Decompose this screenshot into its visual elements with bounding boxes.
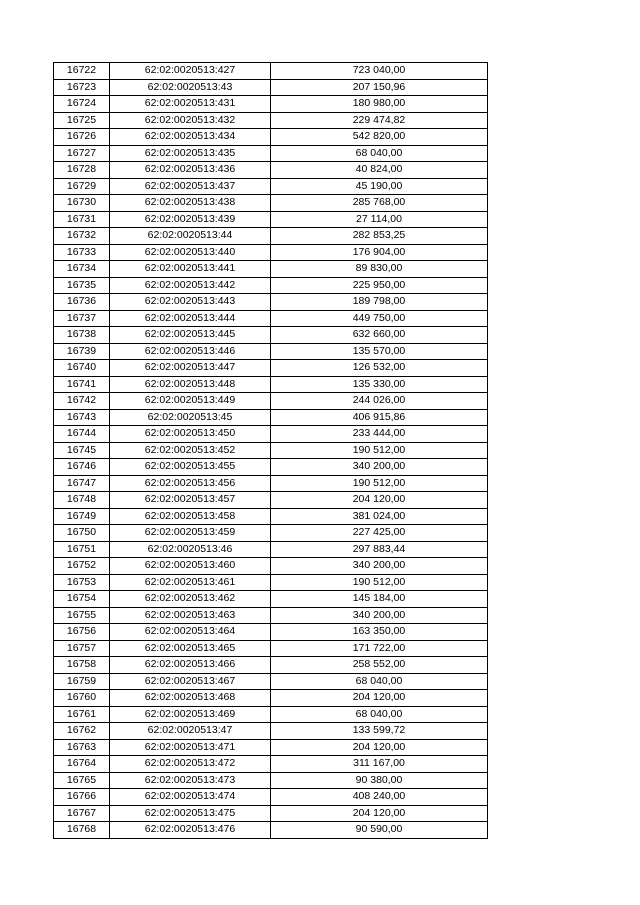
cadastral-number-cell: 62:02:0020513:441: [110, 261, 271, 278]
cadastral-value-cell: 297 883,44: [271, 541, 488, 558]
table-row: [54, 79, 488, 96]
table-row: [54, 739, 488, 756]
cadastral-value-cell: 449 750,00: [271, 310, 488, 327]
cadastral-number-cell: 62:02:0020513:427: [110, 63, 271, 80]
row-number-cell: 16748: [54, 492, 110, 509]
table-row: [54, 541, 488, 558]
cadastral-value-cell: 126 532,00: [271, 360, 488, 377]
row-number-cell: 16762: [54, 723, 110, 740]
row-number-cell: 16739: [54, 343, 110, 360]
row-number-cell: 16735: [54, 277, 110, 294]
cadastral-value-cell: 204 120,00: [271, 492, 488, 509]
cadastral-number-cell: 62:02:0020513:459: [110, 525, 271, 542]
cadastral-number-cell: 62:02:0020513:471: [110, 739, 271, 756]
table-row: [54, 426, 488, 443]
cadastral-value-cell: 135 330,00: [271, 376, 488, 393]
row-number-cell: 16758: [54, 657, 110, 674]
table-row: [54, 63, 488, 80]
cadastral-number-cell: 62:02:0020513:434: [110, 129, 271, 146]
cadastral-number-cell: 62:02:0020513:444: [110, 310, 271, 327]
table-body: [54, 63, 488, 839]
cadastral-value-cell: 408 240,00: [271, 789, 488, 806]
cadastral-value-table: [53, 62, 488, 839]
row-number-cell: 16738: [54, 327, 110, 344]
row-number-cell: 16741: [54, 376, 110, 393]
cadastral-number-cell: 62:02:0020513:472: [110, 756, 271, 773]
cadastral-value-cell: 68 040,00: [271, 145, 488, 162]
cadastral-value-cell: 723 040,00: [271, 63, 488, 80]
cadastral-number-cell: 62:02:0020513:443: [110, 294, 271, 311]
cadastral-value-cell: 180 980,00: [271, 96, 488, 113]
cadastral-number-cell: 62:02:0020513:439: [110, 211, 271, 228]
row-number-cell: 16737: [54, 310, 110, 327]
cadastral-number-cell: 62:02:0020513:437: [110, 178, 271, 195]
row-number-cell: 16723: [54, 79, 110, 96]
table-row: [54, 145, 488, 162]
row-number-cell: 16759: [54, 673, 110, 690]
cadastral-number-cell: 62:02:0020513:432: [110, 112, 271, 129]
cadastral-number-cell: 62:02:0020513:474: [110, 789, 271, 806]
cadastral-value-cell: 225 950,00: [271, 277, 488, 294]
table-row: [54, 673, 488, 690]
table-row: [54, 772, 488, 789]
row-number-cell: 16764: [54, 756, 110, 773]
row-number-cell: 16729: [54, 178, 110, 195]
table-row: [54, 706, 488, 723]
row-number-cell: 16731: [54, 211, 110, 228]
cadastral-number-cell: 62:02:0020513:456: [110, 475, 271, 492]
cadastral-number-cell: 62:02:0020513:463: [110, 607, 271, 624]
row-number-cell: 16761: [54, 706, 110, 723]
row-number-cell: 16733: [54, 244, 110, 261]
cadastral-number-cell: 62:02:0020513:457: [110, 492, 271, 509]
cadastral-value-cell: 40 824,00: [271, 162, 488, 179]
cadastral-number-cell: 62:02:0020513:446: [110, 343, 271, 360]
row-number-cell: 16740: [54, 360, 110, 377]
cadastral-value-cell: 68 040,00: [271, 673, 488, 690]
row-number-cell: 16730: [54, 195, 110, 212]
cadastral-value-cell: 406 915,86: [271, 409, 488, 426]
row-number-cell: 16747: [54, 475, 110, 492]
table-row: [54, 294, 488, 311]
cadastral-value-cell: 133 599,72: [271, 723, 488, 740]
cadastral-value-cell: 258 552,00: [271, 657, 488, 674]
table-row: [54, 475, 488, 492]
row-number-cell: 16766: [54, 789, 110, 806]
cadastral-number-cell: 62:02:0020513:469: [110, 706, 271, 723]
table-row: [54, 805, 488, 822]
cadastral-number-cell: 62:02:0020513:44: [110, 228, 271, 245]
cadastral-number-cell: 62:02:0020513:468: [110, 690, 271, 707]
table-row: [54, 162, 488, 179]
table-row: [54, 376, 488, 393]
cadastral-value-cell: 542 820,00: [271, 129, 488, 146]
table-row: [54, 822, 488, 839]
row-number-cell: 16760: [54, 690, 110, 707]
table-row: [54, 690, 488, 707]
cadastral-number-cell: 62:02:0020513:458: [110, 508, 271, 525]
row-number-cell: 16756: [54, 624, 110, 641]
cadastral-number-cell: 62:02:0020513:464: [110, 624, 271, 641]
table-row: [54, 607, 488, 624]
row-number-cell: 16724: [54, 96, 110, 113]
row-number-cell: 16746: [54, 459, 110, 476]
table-row: [54, 327, 488, 344]
table-row: [54, 360, 488, 377]
cadastral-value-cell: 229 474,82: [271, 112, 488, 129]
cadastral-value-cell: 45 190,00: [271, 178, 488, 195]
cadastral-number-cell: 62:02:0020513:436: [110, 162, 271, 179]
cadastral-value-cell: 282 853,25: [271, 228, 488, 245]
table-row: [54, 244, 488, 261]
row-number-cell: 16753: [54, 574, 110, 591]
row-number-cell: 16725: [54, 112, 110, 129]
cadastral-number-cell: 62:02:0020513:45: [110, 409, 271, 426]
cadastral-number-cell: 62:02:0020513:450: [110, 426, 271, 443]
cadastral-number-cell: 62:02:0020513:460: [110, 558, 271, 575]
row-number-cell: 16765: [54, 772, 110, 789]
cadastral-value-cell: 171 722,00: [271, 640, 488, 657]
row-number-cell: 16742: [54, 393, 110, 410]
cadastral-number-cell: 62:02:0020513:46: [110, 541, 271, 558]
cadastral-number-cell: 62:02:0020513:465: [110, 640, 271, 657]
cadastral-value-cell: 89 830,00: [271, 261, 488, 278]
cadastral-number-cell: 62:02:0020513:462: [110, 591, 271, 608]
row-number-cell: 16768: [54, 822, 110, 839]
table-row: [54, 657, 488, 674]
cadastral-value-cell: 27 114,00: [271, 211, 488, 228]
row-number-cell: 16734: [54, 261, 110, 278]
cadastral-value-cell: 163 350,00: [271, 624, 488, 641]
cadastral-value-cell: 381 024,00: [271, 508, 488, 525]
cadastral-value-cell: 204 120,00: [271, 739, 488, 756]
row-number-cell: 16752: [54, 558, 110, 575]
cadastral-number-cell: 62:02:0020513:475: [110, 805, 271, 822]
row-number-cell: 16736: [54, 294, 110, 311]
cadastral-value-cell: 285 768,00: [271, 195, 488, 212]
table-row: [54, 277, 488, 294]
row-number-cell: 16750: [54, 525, 110, 542]
table-row: [54, 96, 488, 113]
table-row: [54, 492, 488, 509]
cadastral-value-cell: 207 150,96: [271, 79, 488, 96]
row-number-cell: 16763: [54, 739, 110, 756]
table-row: [54, 261, 488, 278]
table-row: [54, 178, 488, 195]
row-number-cell: 16732: [54, 228, 110, 245]
cadastral-number-cell: 62:02:0020513:43: [110, 79, 271, 96]
table-row: [54, 723, 488, 740]
cadastral-value-cell: 632 660,00: [271, 327, 488, 344]
row-number-cell: 16751: [54, 541, 110, 558]
table-row: [54, 310, 488, 327]
cadastral-value-cell: 204 120,00: [271, 690, 488, 707]
cadastral-number-cell: 62:02:0020513:431: [110, 96, 271, 113]
cadastral-value-cell: 227 425,00: [271, 525, 488, 542]
table-row: [54, 756, 488, 773]
table-row: [54, 558, 488, 575]
cadastral-number-cell: 62:02:0020513:466: [110, 657, 271, 674]
table-row: [54, 525, 488, 542]
cadastral-number-cell: 62:02:0020513:473: [110, 772, 271, 789]
table-row: [54, 195, 488, 212]
cadastral-number-cell: 62:02:0020513:449: [110, 393, 271, 410]
table-row: [54, 409, 488, 426]
cadastral-number-cell: 62:02:0020513:47: [110, 723, 271, 740]
cadastral-value-cell: 145 184,00: [271, 591, 488, 608]
table-row: [54, 343, 488, 360]
table-row: [54, 112, 488, 129]
cadastral-number-cell: 62:02:0020513:452: [110, 442, 271, 459]
cadastral-number-cell: 62:02:0020513:442: [110, 277, 271, 294]
cadastral-value-cell: 244 026,00: [271, 393, 488, 410]
row-number-cell: 16755: [54, 607, 110, 624]
row-number-cell: 16728: [54, 162, 110, 179]
cadastral-number-cell: 62:02:0020513:476: [110, 822, 271, 839]
table-row: [54, 624, 488, 641]
cadastral-value-cell: 90 590,00: [271, 822, 488, 839]
cadastral-value-cell: 135 570,00: [271, 343, 488, 360]
cadastral-number-cell: 62:02:0020513:435: [110, 145, 271, 162]
row-number-cell: 16754: [54, 591, 110, 608]
cadastral-value-cell: 190 512,00: [271, 442, 488, 459]
cadastral-value-cell: 311 167,00: [271, 756, 488, 773]
table-row: [54, 228, 488, 245]
row-number-cell: 16757: [54, 640, 110, 657]
cadastral-number-cell: 62:02:0020513:440: [110, 244, 271, 261]
table-row: [54, 508, 488, 525]
row-number-cell: 16749: [54, 508, 110, 525]
table-row: [54, 393, 488, 410]
row-number-cell: 16767: [54, 805, 110, 822]
row-number-cell: 16745: [54, 442, 110, 459]
document-page: [53, 62, 488, 839]
cadastral-number-cell: 62:02:0020513:438: [110, 195, 271, 212]
table-row: [54, 442, 488, 459]
cadastral-value-cell: 190 512,00: [271, 574, 488, 591]
cadastral-value-cell: 190 512,00: [271, 475, 488, 492]
table-row: [54, 574, 488, 591]
cadastral-number-cell: 62:02:0020513:461: [110, 574, 271, 591]
cadastral-value-cell: 233 444,00: [271, 426, 488, 443]
row-number-cell: 16722: [54, 63, 110, 80]
cadastral-value-cell: 68 040,00: [271, 706, 488, 723]
table-row: [54, 789, 488, 806]
cadastral-number-cell: 62:02:0020513:455: [110, 459, 271, 476]
cadastral-value-cell: 340 200,00: [271, 607, 488, 624]
cadastral-value-cell: 204 120,00: [271, 805, 488, 822]
cadastral-number-cell: 62:02:0020513:467: [110, 673, 271, 690]
cadastral-value-cell: 340 200,00: [271, 558, 488, 575]
row-number-cell: 16727: [54, 145, 110, 162]
table-row: [54, 591, 488, 608]
table-row: [54, 129, 488, 146]
cadastral-value-cell: 176 904,00: [271, 244, 488, 261]
row-number-cell: 16743: [54, 409, 110, 426]
table-row: [54, 459, 488, 476]
cadastral-number-cell: 62:02:0020513:447: [110, 360, 271, 377]
cadastral-value-cell: 340 200,00: [271, 459, 488, 476]
table-row: [54, 640, 488, 657]
table-row: [54, 211, 488, 228]
cadastral-value-cell: 90 380,00: [271, 772, 488, 789]
row-number-cell: 16744: [54, 426, 110, 443]
cadastral-number-cell: 62:02:0020513:445: [110, 327, 271, 344]
cadastral-number-cell: 62:02:0020513:448: [110, 376, 271, 393]
row-number-cell: 16726: [54, 129, 110, 146]
cadastral-value-cell: 189 798,00: [271, 294, 488, 311]
